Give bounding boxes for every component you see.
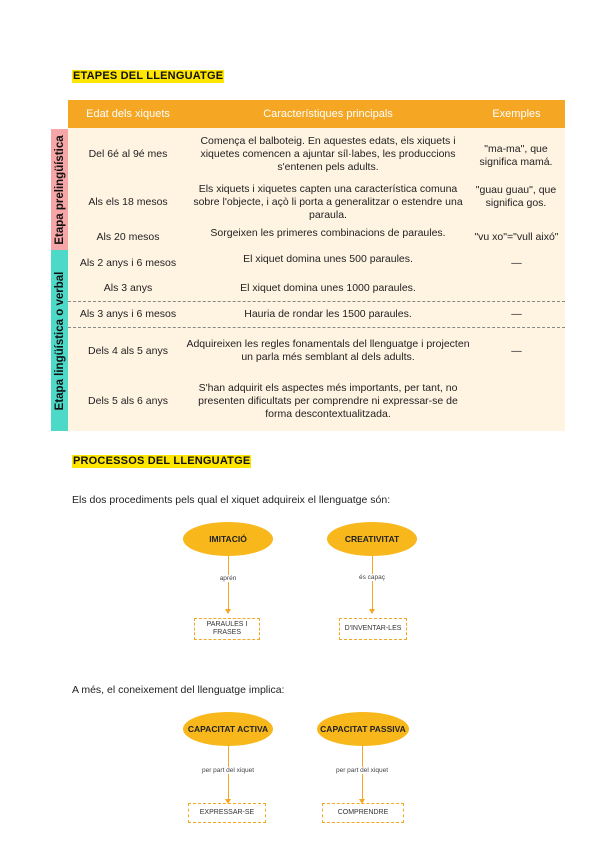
- header-features: Característiques principals: [263, 108, 393, 120]
- row-example: —: [511, 307, 522, 320]
- result-box: PARAULES I FRASES: [194, 618, 260, 640]
- section-heading-processos: PROCESSOS DEL LLENGUATGE: [73, 455, 251, 467]
- row-example: [468, 378, 565, 424]
- row-age: Del 6é al 9é mes: [88, 147, 168, 160]
- arrow-down-icon: [369, 609, 375, 614]
- row-age: Dels 5 als 6 anys: [88, 394, 168, 407]
- row-age: Als 3 anys i 6 mesos: [79, 307, 177, 320]
- connector-label: aprén: [208, 575, 248, 582]
- connector-label: és capaç: [352, 574, 392, 581]
- row-separator: [68, 301, 565, 302]
- result-box: COMPRENDRE: [322, 803, 404, 823]
- row-separator: [68, 327, 565, 328]
- row-features: El xiquet domina unes 500 paraules.: [243, 252, 413, 265]
- row-example: —: [511, 344, 522, 357]
- connector-line: [228, 555, 229, 610]
- row-example: "vu xo"="vull aixó": [474, 230, 559, 243]
- row-age: Als els 18 mesos: [88, 195, 168, 208]
- header-examples: Exemples: [492, 108, 541, 120]
- row-example: —: [511, 256, 522, 269]
- header-age: Edat dels xiquets: [86, 108, 170, 120]
- connector-label: per part del xiquet: [330, 767, 394, 774]
- connector-label: per part del xiquet: [196, 767, 260, 774]
- stages-table: [68, 100, 565, 431]
- stage-label-linguistic: Etapa lingüística o verbal: [51, 250, 68, 431]
- row-features: El xiquet domina unes 1000 paraules.: [240, 281, 416, 294]
- result-box: EXPRESSAR-SE: [188, 803, 266, 823]
- row-features: Els xiquets i xiquetes capten una característica comuna sobre l'objecte, i açò li porta a generalitzar o estendre una paraula.: [193, 182, 463, 221]
- section-heading-etapes: ETAPES DEL LLENGUATGE: [73, 70, 224, 82]
- stage-label-prelinguistic: Etapa prelingüística: [51, 129, 68, 250]
- row-features: Sorgeixen les primeres combinacions de paraules.: [210, 226, 446, 239]
- row-age: Als 20 mesos: [96, 230, 160, 243]
- result-box: D'INVENTAR-LES: [339, 618, 407, 640]
- row-features: Adquireixen les regles fonamentals del llenguatge i projecten un parla més semblant al dels adults.: [186, 338, 470, 363]
- row-features: Comença el balboteig. En aquestes edats, els xiquets i xiquetes comencen a ajuntar síl·labes, les produccions s'entenen pels adults.: [200, 134, 456, 173]
- row-example: "guau guau", que significa gos.: [475, 184, 557, 209]
- row-age: Als 2 anys i 6 mesos: [79, 256, 177, 269]
- arrow-down-icon: [225, 609, 231, 614]
- row-features: Hauria de rondar les 1500 paraules.: [244, 307, 412, 320]
- row-features: S'han adquirit els aspectes més importants, per tant, no presenten dificultats per comprendre ni expressar-se de forma descontextualitzada.: [198, 381, 458, 420]
- row-example: [468, 279, 565, 297]
- row-age: Dels 4 als 5 anys: [88, 344, 168, 357]
- row-example: "ma-ma", que significa mamá.: [479, 143, 553, 168]
- oval-capacitat-activa: CAPACITAT ACTIVA: [183, 712, 273, 746]
- oval-capacitat-passiva: CAPACITAT PASSIVA: [317, 712, 409, 746]
- intro-text: Els dos procediments pels qual el xiquet adquireix el llenguatge són:: [72, 494, 391, 506]
- oval-creativitat: CREATIVITAT: [327, 522, 417, 556]
- table-header: [68, 100, 565, 128]
- row-age: Als 3 anys: [103, 281, 153, 294]
- connector-line: [372, 555, 373, 610]
- oval-imitacio: IMITACIÓ: [183, 522, 273, 556]
- intro-text-2: A més, el coneixement del llenguatge implica:: [72, 684, 285, 696]
